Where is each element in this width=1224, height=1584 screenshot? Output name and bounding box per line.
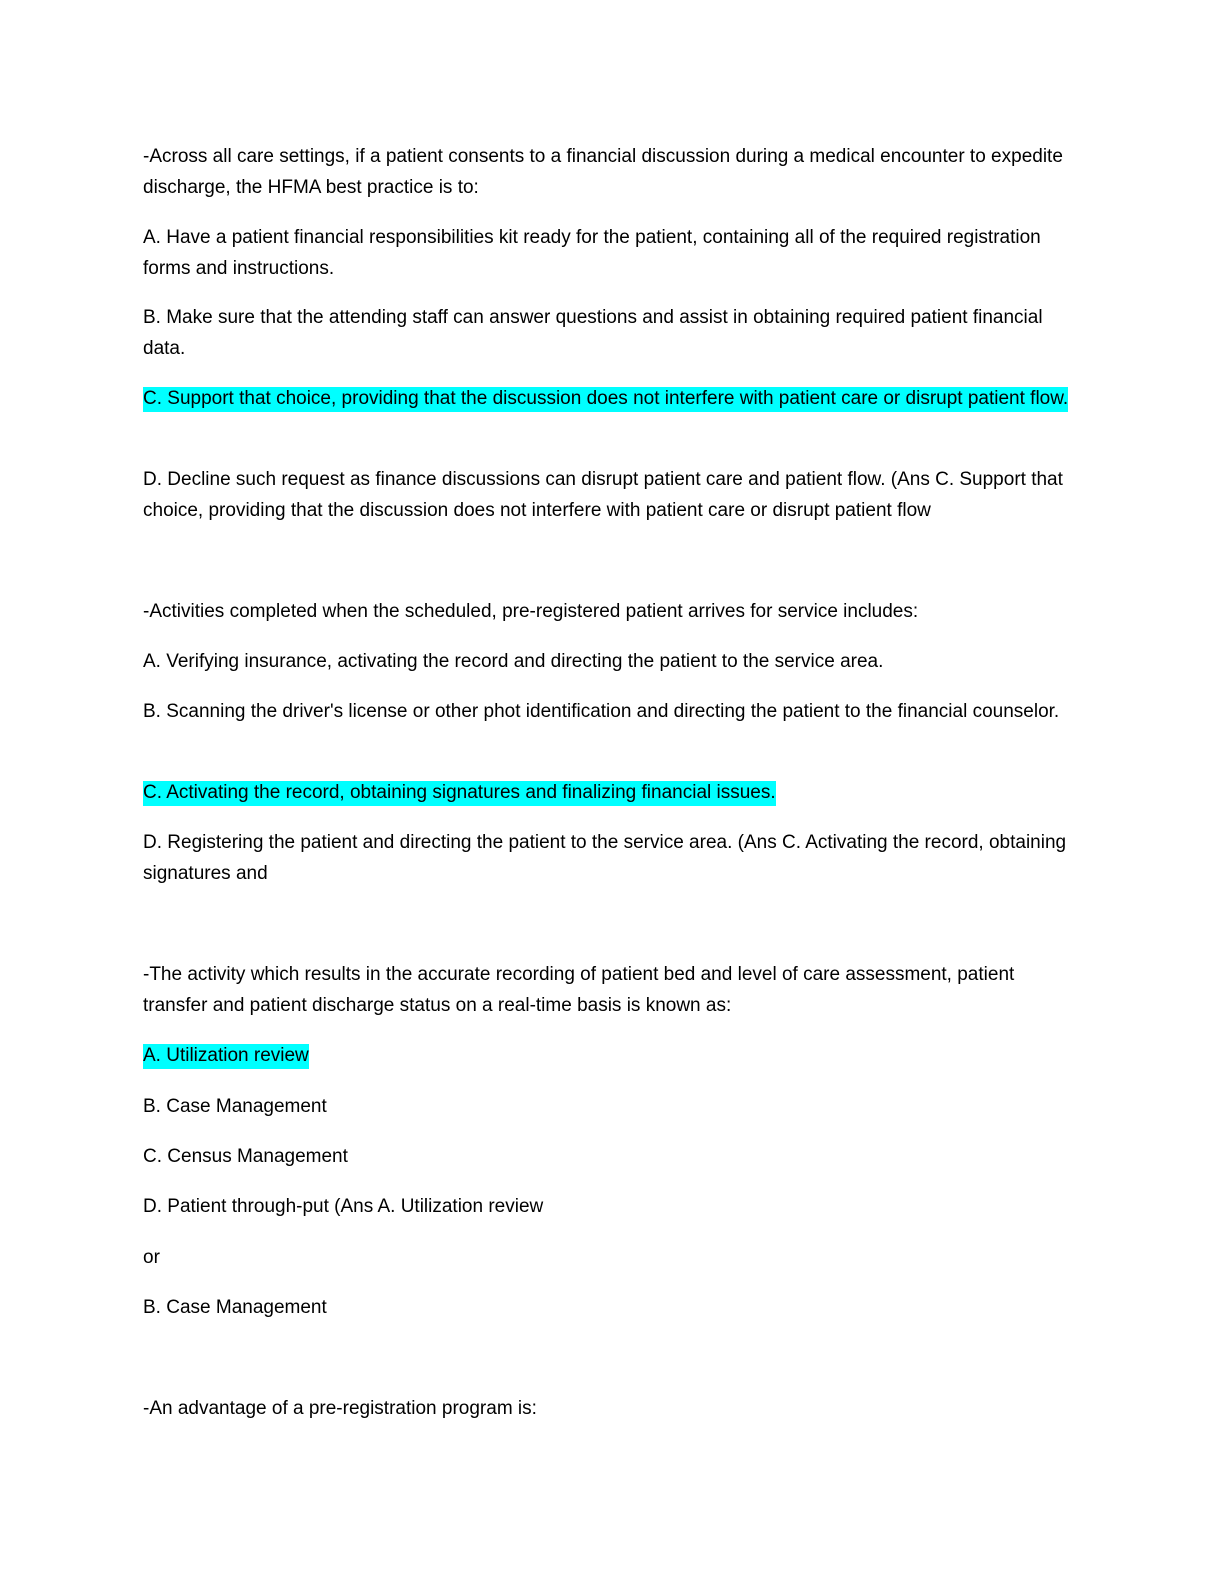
- answer-option-highlighted: [143, 1040, 1078, 1071]
- question-text: -The activity which results in the accurate recording of patient bed and level of care assessment, patient transfer and patient discharge status on a real-time basis is known as:: [143, 964, 1015, 1016]
- answer-option: B. Scanning the driver's license or other phot identification and directing the patient to the financial counselor.: [143, 701, 1060, 722]
- answer-alternative-separator: or: [143, 1247, 160, 1268]
- answer-option: C. Census Management: [143, 1146, 348, 1167]
- answer-option-with-key: D. Registering the patient and directing the patient to the service area. (Ans C. Activating the record, obtaining signatures and: [143, 832, 1067, 884]
- highlighted-answer: C. Activating the record, obtaining signatures and finalizing financial issues.: [143, 781, 776, 806]
- highlighted-answer: A. Utilization review: [143, 1044, 309, 1069]
- answer-option: B. Make sure that the attending staff can answer questions and assist in obtaining required patient financial data.: [143, 307, 1043, 359]
- highlighted-answer: C. Support that choice, providing that the discussion does not interfere with patient care or disrupt patient flow.: [143, 387, 1068, 412]
- answer-option: A. Verifying insurance, activating the record and directing the patient to the service area.: [143, 651, 884, 672]
- answer-option-with-key: D. Decline such request as finance discussions can disrupt patient care and patient flow. (Ans C. Support that choice, providing that the discussion does not interfere with patient care or disrupt patient flow: [143, 469, 1063, 521]
- question-text: -Across all care settings, if a patient consents to a financial discussion during a medical encounter to expedite discharge, the HFMA best practice is to:: [143, 146, 1063, 198]
- question-text: -An advantage of a pre-registration program is:: [143, 1398, 537, 1419]
- answer-option-with-key: D. Patient through-put (Ans A. Utilization review: [143, 1196, 544, 1217]
- answer-option-highlighted: [143, 383, 1078, 414]
- answer-option-highlighted: [143, 777, 1078, 808]
- answer-alternative: B. Case Management: [143, 1297, 327, 1318]
- answer-option: A. Have a patient financial responsibilities kit ready for the patient, containing all of the required registration forms and instructions.: [143, 227, 1041, 279]
- answer-option: B. Case Management: [143, 1096, 327, 1117]
- question-text: -Activities completed when the scheduled, pre-registered patient arrives for service includes:: [143, 601, 919, 622]
